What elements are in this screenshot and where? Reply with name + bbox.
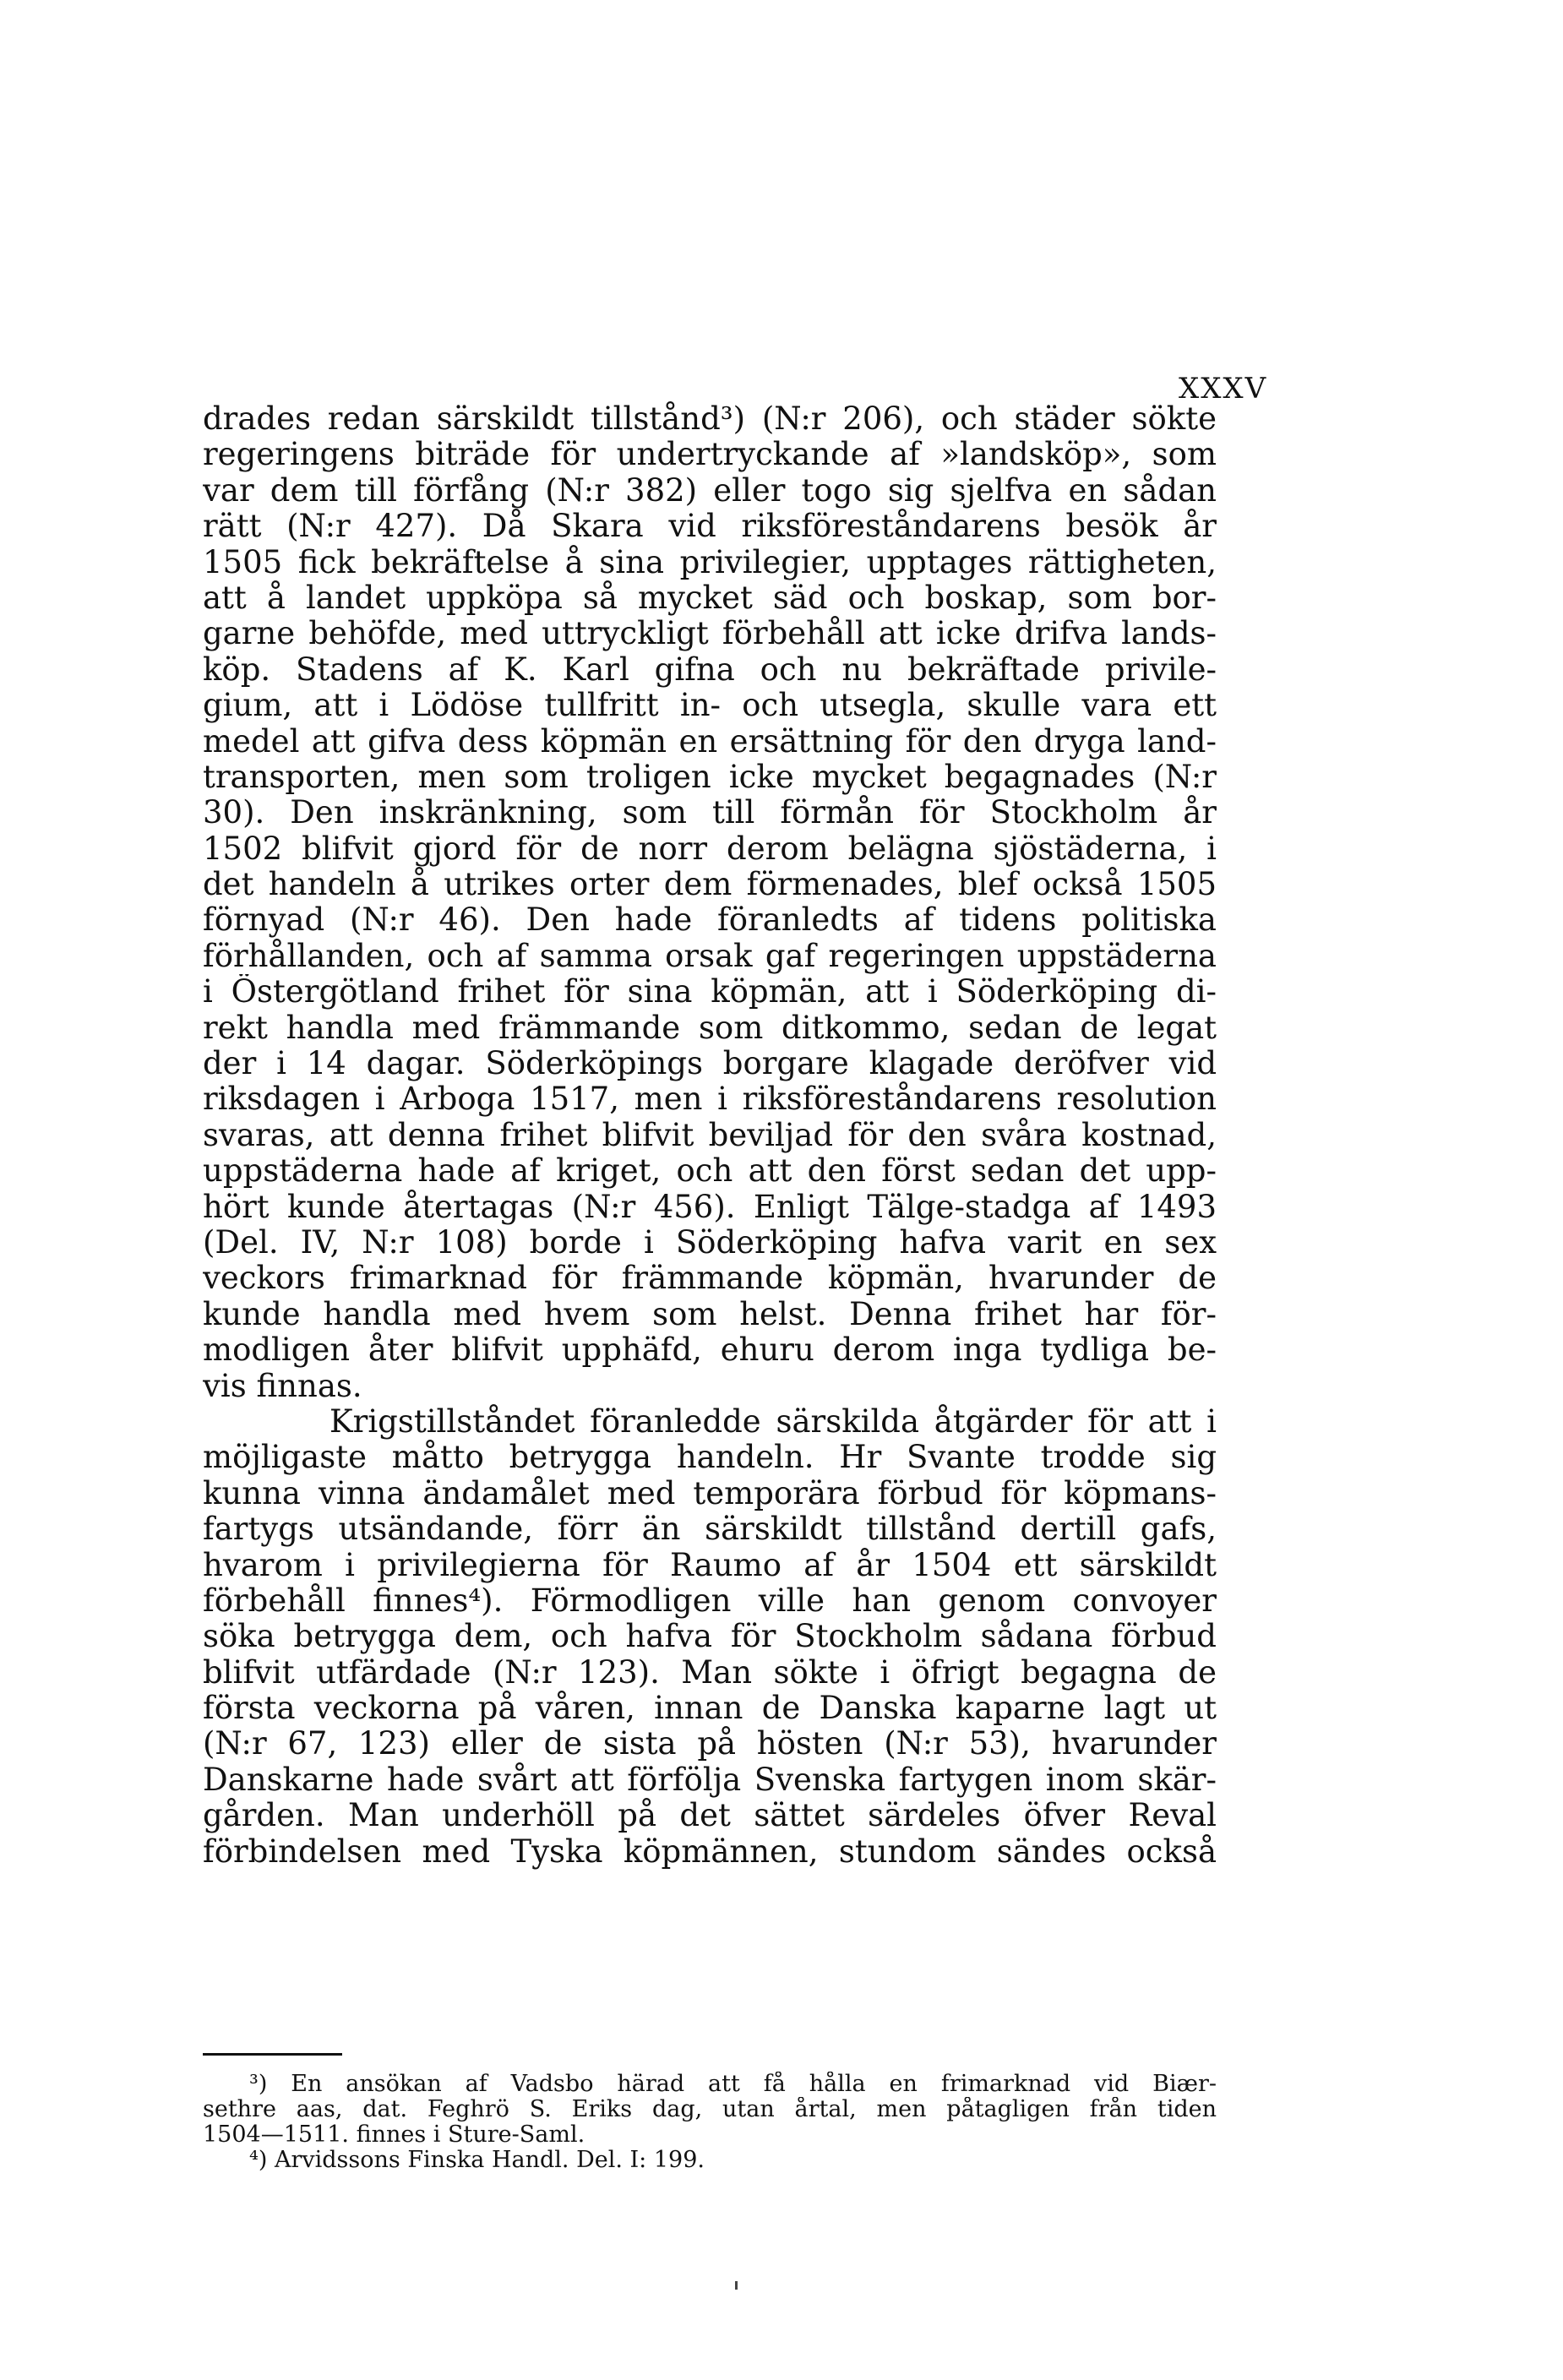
text-line: gium, att i Lödöse tullfritt in- och utsegla, skulle vara ett [203,688,1217,724]
text-line: hvarom i privilegierna för Raumo af år 1504 ett särskildt [203,1547,1217,1583]
text-line: 1502 blifvit gjord för de norr derom belägna sjöstäderna, i [203,831,1217,867]
text-line: modligen åter blifvit upphäfd, ehuru derom inga tydliga be- [203,1332,1217,1369]
text-line: 30). Den inskränkning, som till förmån för Stockholm år [203,795,1217,831]
text-line: veckors frimarknad för främmande köpmän, hvarunder de [203,1261,1217,1297]
footnote-divider [203,2053,342,2056]
text-line: gården. Man underhöll på det sättet särdeles öfver Reval [203,1798,1217,1834]
text-line: kunna vinna ändamålet med temporära förbud för köpmans- [203,1475,1217,1511]
text-line: 1505 fick bekräftelse å sina privilegier, upptages rättigheten, [203,544,1217,580]
text-line: svaras, att denna frihet blifvit beviljad för den svåra kostnad, [203,1117,1217,1153]
text-line: rekt handla med främmande som ditkommo, sedan de legat [203,1010,1217,1046]
text-line: möjligaste måtto betrygga handeln. Hr Svante trodde sig [203,1440,1217,1476]
text-line: garne behöfde, med uttryckligt förbehåll att icke drifva lands- [203,616,1217,652]
text-line: drades redan särskildt tillstånd³) (N:r 206), och städer sökte [203,401,1217,437]
text-line: köp. Stadens af K. Karl gifna och nu bekräftade privile- [203,651,1217,688]
text-line: medel att gifva dess köpmän en ersättning för den dryga land- [203,723,1217,760]
footnote-4 [203,2148,1217,2173]
text-line: Danskarne hade svårt att förfölja Svenska fartygen inom skär- [203,1762,1217,1798]
text-line: i Östergötland frihet för sina köpmän, att i Söderköping di- [203,974,1217,1010]
text-line: kunde handla med hvem som helst. Denna frihet har för- [203,1296,1217,1332]
text-line: uppstäderna hade af kriget, och att den först sedan det upp- [203,1153,1217,1190]
text-line: der i 14 dagar. Söderköpings borgare klagade deröfver vid [203,1046,1217,1082]
footnote-line: ³) En ansökan af Vadsbo härad att få hålla en frimarknad vid Biær- [249,2072,1217,2097]
text-line: fartygs utsändande, förr än särskildt tillstånd dertill gafs, [203,1511,1217,1548]
page-number: XXXV [1179,372,1268,406]
text-line: förhållanden, och af samma orsak gaf regeringen uppstäderna [203,938,1217,974]
print-speck [735,2281,738,2290]
footnote-3 [203,2072,1217,2148]
text-line: (N:r 67, 123) eller de sista på hösten (N:r 53), hvarunder [203,1726,1217,1762]
text-line: (Del. IV, N:r 108) borde i Söderköping hafva varit en sex [203,1224,1217,1261]
text-line: förnyad (N:r 46). Den hade föranledts af tidens politiska [203,902,1217,939]
text-line: söka betrygga dem, och hafva för Stockholm sådana förbud [203,1619,1217,1655]
footnote-line: sethre aas, dat. Feghrö S. Eriks dag, utan årtal, men påtagligen från tiden [203,2097,1217,2122]
footnote-line: 1504—1511. finnes i Sture-Saml. [203,2122,585,2148]
text-line: blifvit utfärdade (N:r 123). Man sökte i öfrigt begagna de [203,1654,1217,1691]
footnote-line: ⁴) Arvidssons Finska Handl. Del. I: 199. [249,2148,705,2173]
body-text [203,401,1217,1870]
footnotes [203,2072,1217,2173]
text-line: förbindelsen med Tyska köpmännen, stundom sändes också [203,1833,1217,1870]
text-line: transporten, men som troligen icke mycket begagnades (N:r [203,759,1217,795]
paragraph-2 [203,1404,1217,1870]
text-line: regeringens biträde för undertryckande af »landsköp», som [203,437,1217,473]
text-line: Krigstillståndet föranledde särskilda åtgärder för att i [329,1403,1217,1440]
text-line: det handeln å utrikes orter dem förmenades, blef också 1505 [203,867,1217,903]
paragraph-1 [203,401,1217,1404]
text-line: vis finnas. [203,1368,362,1404]
text-line: hört kunde återtagas (N:r 456). Enligt Tälge-stadga af 1493 [203,1189,1217,1225]
text-line: att å landet uppköpa så mycket säd och boskap, som bor- [203,580,1217,616]
text-line: förbehåll finnes⁴). Förmodligen ville han genom convoyer [203,1582,1217,1619]
text-line: första veckorna på våren, innan de Danska kaparne lagt ut [203,1691,1217,1727]
text-line: rätt (N:r 427). Då Skara vid riksföreståndarens besök år [203,509,1217,545]
text-line: var dem till förfång (N:r 382) eller togo sig sjelfva en sådan [203,472,1217,509]
text-line: riksdagen i Arboga 1517, men i riksföreståndarens resolution [203,1081,1217,1118]
